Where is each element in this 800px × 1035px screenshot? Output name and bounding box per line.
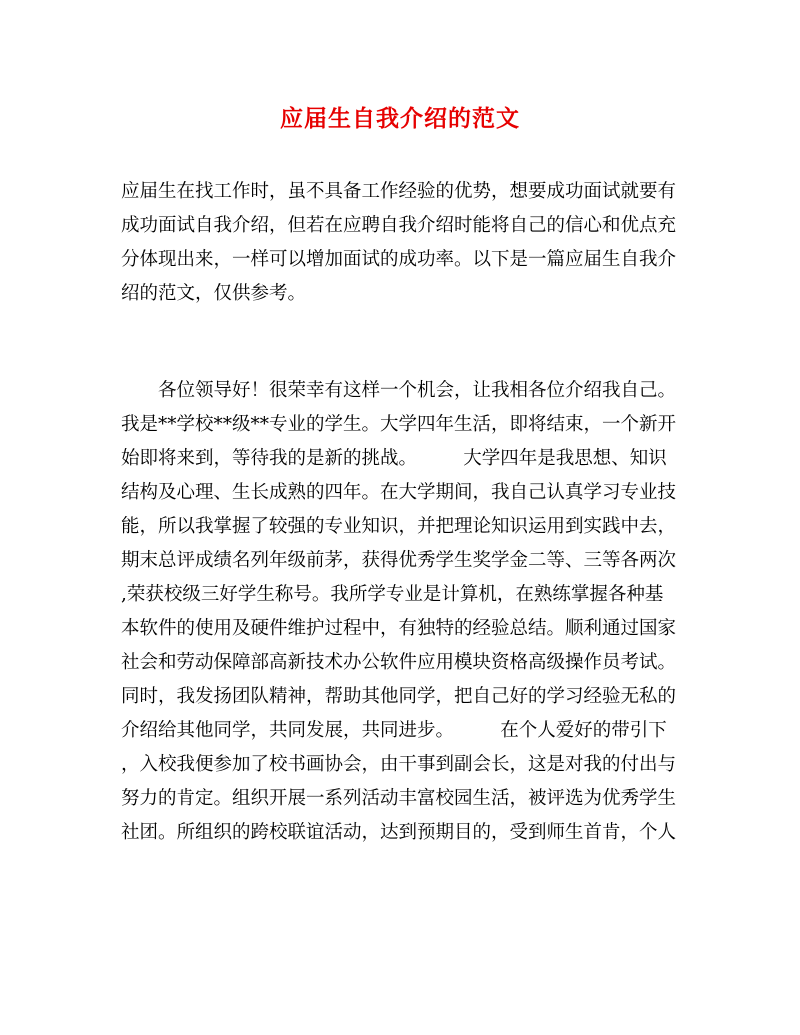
text-line: 社会和劳动保障部高新技术办公软件应用模块资格高级操作员考试。 (121, 652, 677, 673)
text-line: 绍的范文，仅供参考。 (121, 283, 307, 304)
text-line: ，入校我便参加了校书画协会，由干事到副会长，这是对我的付出与 (121, 754, 677, 775)
text-line: 应届生在找工作时，虽不具备工作经验的优势，想要成功面试就要有 (121, 181, 677, 202)
text-line: 介绍给其他同学，共同发展，共同进步。 在个人爱好的带引下 (121, 720, 667, 741)
intro-paragraph (121, 175, 681, 311)
text-line: 努力的肯定。组织开展一系列活动丰富校园生活，被评选为优秀学生 (121, 788, 677, 809)
body-paragraph (121, 374, 681, 850)
text-line: 各位领导好！很荣幸有这样一个机会，让我相各位介绍我自己。 (121, 380, 677, 401)
text-line: 社团。所组织的跨校联谊活动，达到预期目的，受到师生首肯，个人 (121, 822, 677, 843)
text-line: 同时，我发扬团队精神，帮助其他同学，把自己好的学习经验无私的 (121, 686, 677, 707)
text-line: 期末总评成绩名列年级前茅，获得优秀学生奖学金二等、三等各两次 (121, 550, 677, 571)
text-line: 结构及心理、生长成熟的四年。在大学期间，我自己认真学习专业技 (121, 482, 677, 503)
text-line: 成功面试自我介绍，但若在应聘自我介绍时能将自己的信心和优点充 (121, 215, 677, 236)
text-line: 我是**学校**级**专业的学生。大学四年生活，即将结束，一个新开 (121, 414, 677, 435)
text-line: 本软件的使用及硬件维护过程中，有独特的经验总结。顺利通过国家 (121, 618, 677, 639)
text-line: ,荣获校级三好学生称号。我所学专业是计算机，在熟练掌握各种基 (121, 584, 664, 605)
text-line: 始即将来到，等待我的是新的挑战。 大学四年是我思想、知识 (121, 448, 667, 469)
text-line: 能，所以我掌握了较强的专业知识，并把理论知识运用到实践中去， (121, 516, 677, 537)
text-line: 分体现出来，一样可以增加面试的成功率。以下是一篇应届生自我介 (121, 249, 677, 270)
page-title: 应届生自我介绍的范文 (280, 105, 520, 132)
